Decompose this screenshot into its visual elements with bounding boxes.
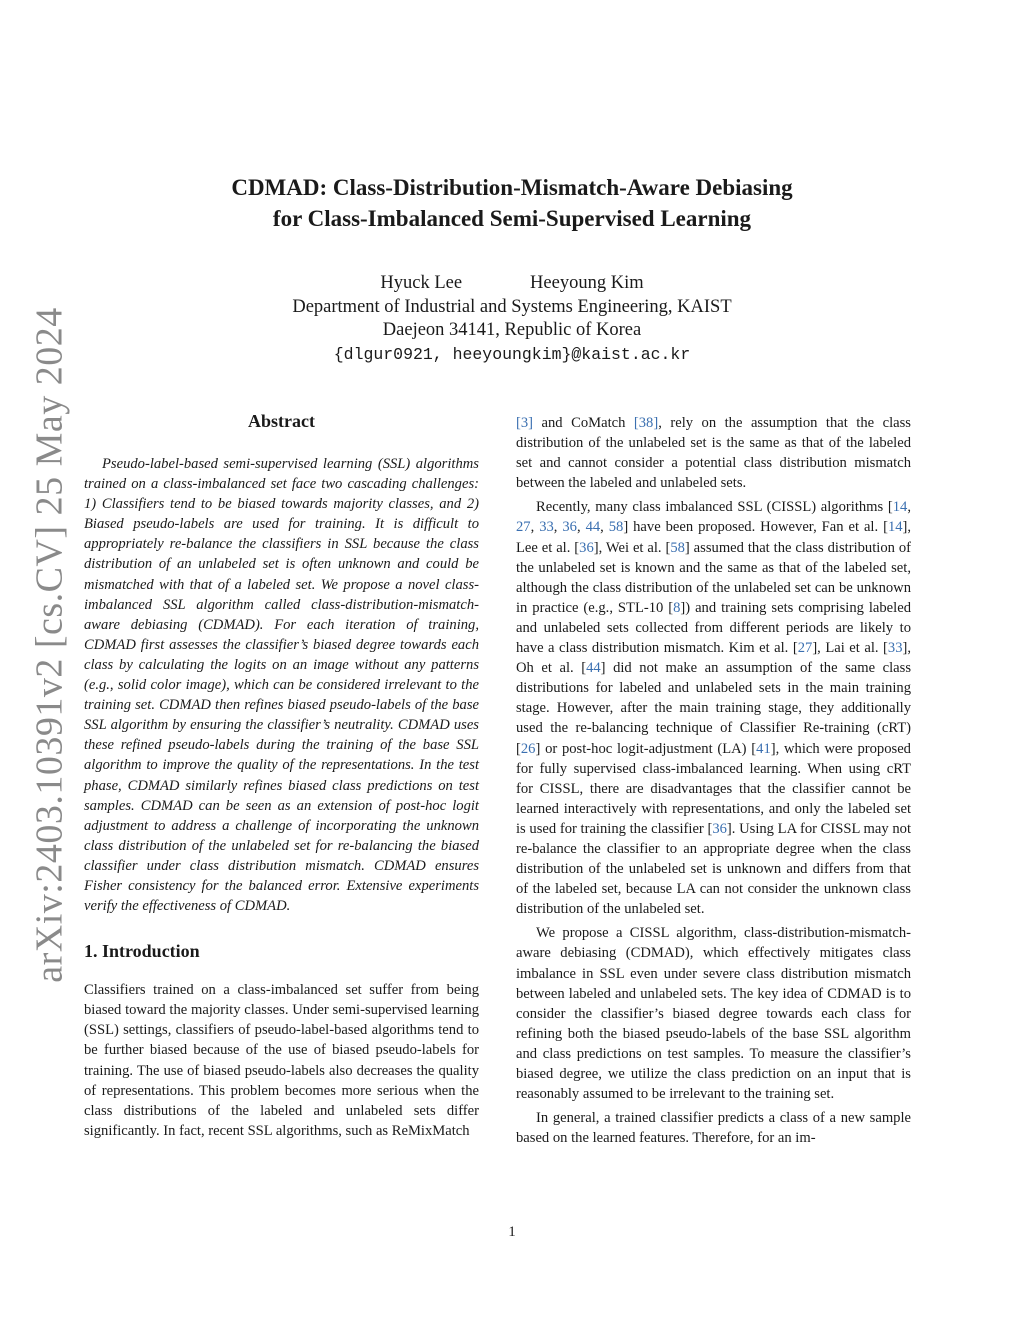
text-run: ] assumed that the class distribution of the unlabeled set is known and the same as that of the labeled set, although the class distribution of the unlabeled set can be unknown in practice (e.g., STL-10 [ [516, 539, 911, 616]
citation-link[interactable]: 33 [539, 519, 554, 536]
abstract-heading: Abstract [248, 411, 315, 431]
text-run: ], which were proposed for fully supervised class-imbalanced learning. When using cRT for CISSL, there are disadvantages that the classifier cannot be learned interactively with representations, and only the labeled set is used for training the classifier [ [516, 740, 911, 837]
citation-link[interactable]: [3] [516, 415, 534, 431]
text-run: ], Lai et al. [ [812, 640, 888, 657]
paper-title [0, 172, 1024, 234]
text-run: ]) and training sets comprising labeled and unlabeled sets collected from different periods are likely to have a class distribution mismatch. Kim et al. [ [516, 599, 911, 657]
text-run: ] have been proposed. However, Fan et al. [ [623, 519, 888, 536]
author-email: {dlgur0921, heeyoungkim}@kaist.ac.kr [333, 344, 691, 364]
introduction-paragraph-2 [516, 497, 911, 919]
text-run: , rely on the assumption that the class distribution of the unlabeled set is the same as that of the labeled set and cannot consider a potential class distribution mismatch between the labeled and unlabeled sets. [516, 415, 911, 492]
separator: , [600, 519, 609, 536]
citation-link[interactable]: 36 [712, 820, 727, 837]
text-run: ]. Using LA for CISSL may not re-balance the classifier to an appropriate degree when the class distribution of the unlabeled set is unknown and differs from that of the labeled set, because LA can not consider the unknown class distribution of the unlabeled set. [516, 820, 911, 918]
citation-link[interactable]: [38] [633, 415, 659, 431]
text-run: ] or post-hoc logit-adjustment (LA) [ [535, 740, 757, 757]
affiliation: Department of Industrial and Systems Engineering, KAIST [292, 296, 732, 317]
author-block [0, 272, 1024, 366]
separator: , [907, 499, 911, 516]
citation-link[interactable]: 58 [670, 539, 685, 556]
citation-link[interactable]: 14 [887, 519, 903, 536]
citation-link[interactable]: 36 [562, 519, 577, 536]
separator: , [530, 519, 540, 536]
author-name: Hyuck Lee [380, 273, 463, 293]
text-run: ], Oh et al. [ [516, 640, 912, 677]
introduction-heading: 1. Introduction [84, 941, 200, 962]
introduction-paragraph-3: We propose a CISSL algorithm, class-distribution-mismatch-aware debiasing (CDMAD), which effectively mitigates class imbalance in SSL even under severe class distribution mismatch between labeled and unlabeled sets. The key idea of CDMAD is to consider the classifier’s biased degree towards each class for refining both the biased pseudo-labels of the base SSL algorithm and class predictions on test samples. To measure the classifier’s biased degree, we utilize the class prediction on an input that is reasonably assumed to be irrelevant to the training set. [516, 925, 911, 1103]
page-number: 1 [508, 1224, 516, 1240]
address: Daejeon 34141, Republic of Korea [382, 320, 642, 340]
author-names [0, 272, 1024, 296]
citation-link[interactable]: 14 [892, 499, 908, 516]
citation-link[interactable]: 58 [608, 519, 624, 536]
title-line-1: CDMAD: Class-Distribution-Mismatch-Aware Debiasing [231, 175, 793, 200]
citation-link[interactable]: 44 [585, 519, 601, 536]
citation-link[interactable]: 27 [797, 640, 813, 657]
citation-link[interactable]: 36 [579, 539, 594, 556]
arxiv-identifier [29, 307, 72, 983]
abstract-text: Pseudo-label-based semi-supervised learning (SSL) algorithms trained on a class-imbalanced set face two cascading challenges: 1) Classifiers tend to be biased towards majority classes, and 2) Biased pseudo-labels are used for training. It is difficult to appropriately re-balance the classifiers in SSL because the class distribution of an unlabeled set is often unknown and could be mismatched with that of a labeled set. We propose a novel class-imbalanced SSL algorithm called class-distribution-mismatch-aware debiasing (CDMAD). For each iteration of training, CDMAD first assesses the classifier’s biased degree towards each class by calculating the logits on an image without any patterns (e.g., solid color image), which can be considered irrelevant to the training set. CDMAD then refines biased pseudo-labels of the base SSL algorithm by ensuring the classifier’s neutrality. CDMAD uses these refined pseudo-labels during the training of the base SSL algorithm to improve the quality of the representations. In the test phase, CDMAD similarly refines biased class predictions on test samples. CDMAD can be seen as an extension of post-hoc logit adjustment to address a challenge of incorporating the unknown class distribution of the unlabeled set for re-balancing the biased classifier under class distribution mismatch. CDMAD ensures Fisher consistency for the balanced error. Extensive experiments verify the effectiveness of CDMAD. [84, 456, 479, 915]
citation-link[interactable]: 44 [586, 660, 601, 677]
citation-link[interactable]: 33 [887, 640, 903, 657]
introduction-paragraph-1-continued [516, 413, 911, 493]
title-line-2: for Class-Imbalanced Semi-Supervised Learning [272, 206, 752, 231]
left-column [84, 410, 479, 1141]
citation-link[interactable]: 26 [520, 740, 536, 757]
citation-link[interactable]: 27 [516, 519, 531, 536]
right-column [516, 413, 911, 1148]
citation-link[interactable]: 8 [673, 599, 681, 616]
introduction-paragraph-1: Classifiers trained on a class-imbalanced set suffer from being biased toward the majority classes. Under semi-supervised learning (SSL) settings, classifiers of pseudo-label-based algorithms tend to be further biased because of the use of biased pseudo-labels for training. The use of biased pseudo-labels also decreases the quality of representations. This problem becomes more serious when the class distributions of the labeled and unlabeled sets differ significantly. In fact, recent SSL algorithms, such as ReMixMatch [84, 982, 479, 1139]
text-run: ], Lee et al. [ [516, 519, 912, 556]
arxiv-identifier-text: arXiv:2403.10391v2 [cs.CV] 25 May 2024 [29, 307, 72, 983]
introduction-paragraph-4: In general, a trained classifier predicts a class of a new sample based on the learned features. Therefore, for an im- [516, 1110, 911, 1147]
separator: , [553, 519, 563, 536]
text-run: ] did not make an assumption of the same class distributions for labeled and unlabeled sets in the main training stage. However, after the main training stage, they additionally used the re-balancing technique of Classifier Re-training (cRT) [ [516, 660, 911, 757]
text-run: ], Wei et al. [ [593, 539, 671, 556]
text-run: and CoMatch [533, 415, 634, 431]
text-run: Recently, many class imbalanced SSL (CISSL) algorithms [ [536, 499, 893, 516]
citation-link[interactable]: 41 [756, 740, 771, 757]
author-name: Heeyoung Kim [530, 273, 644, 293]
separator: , [576, 519, 586, 536]
